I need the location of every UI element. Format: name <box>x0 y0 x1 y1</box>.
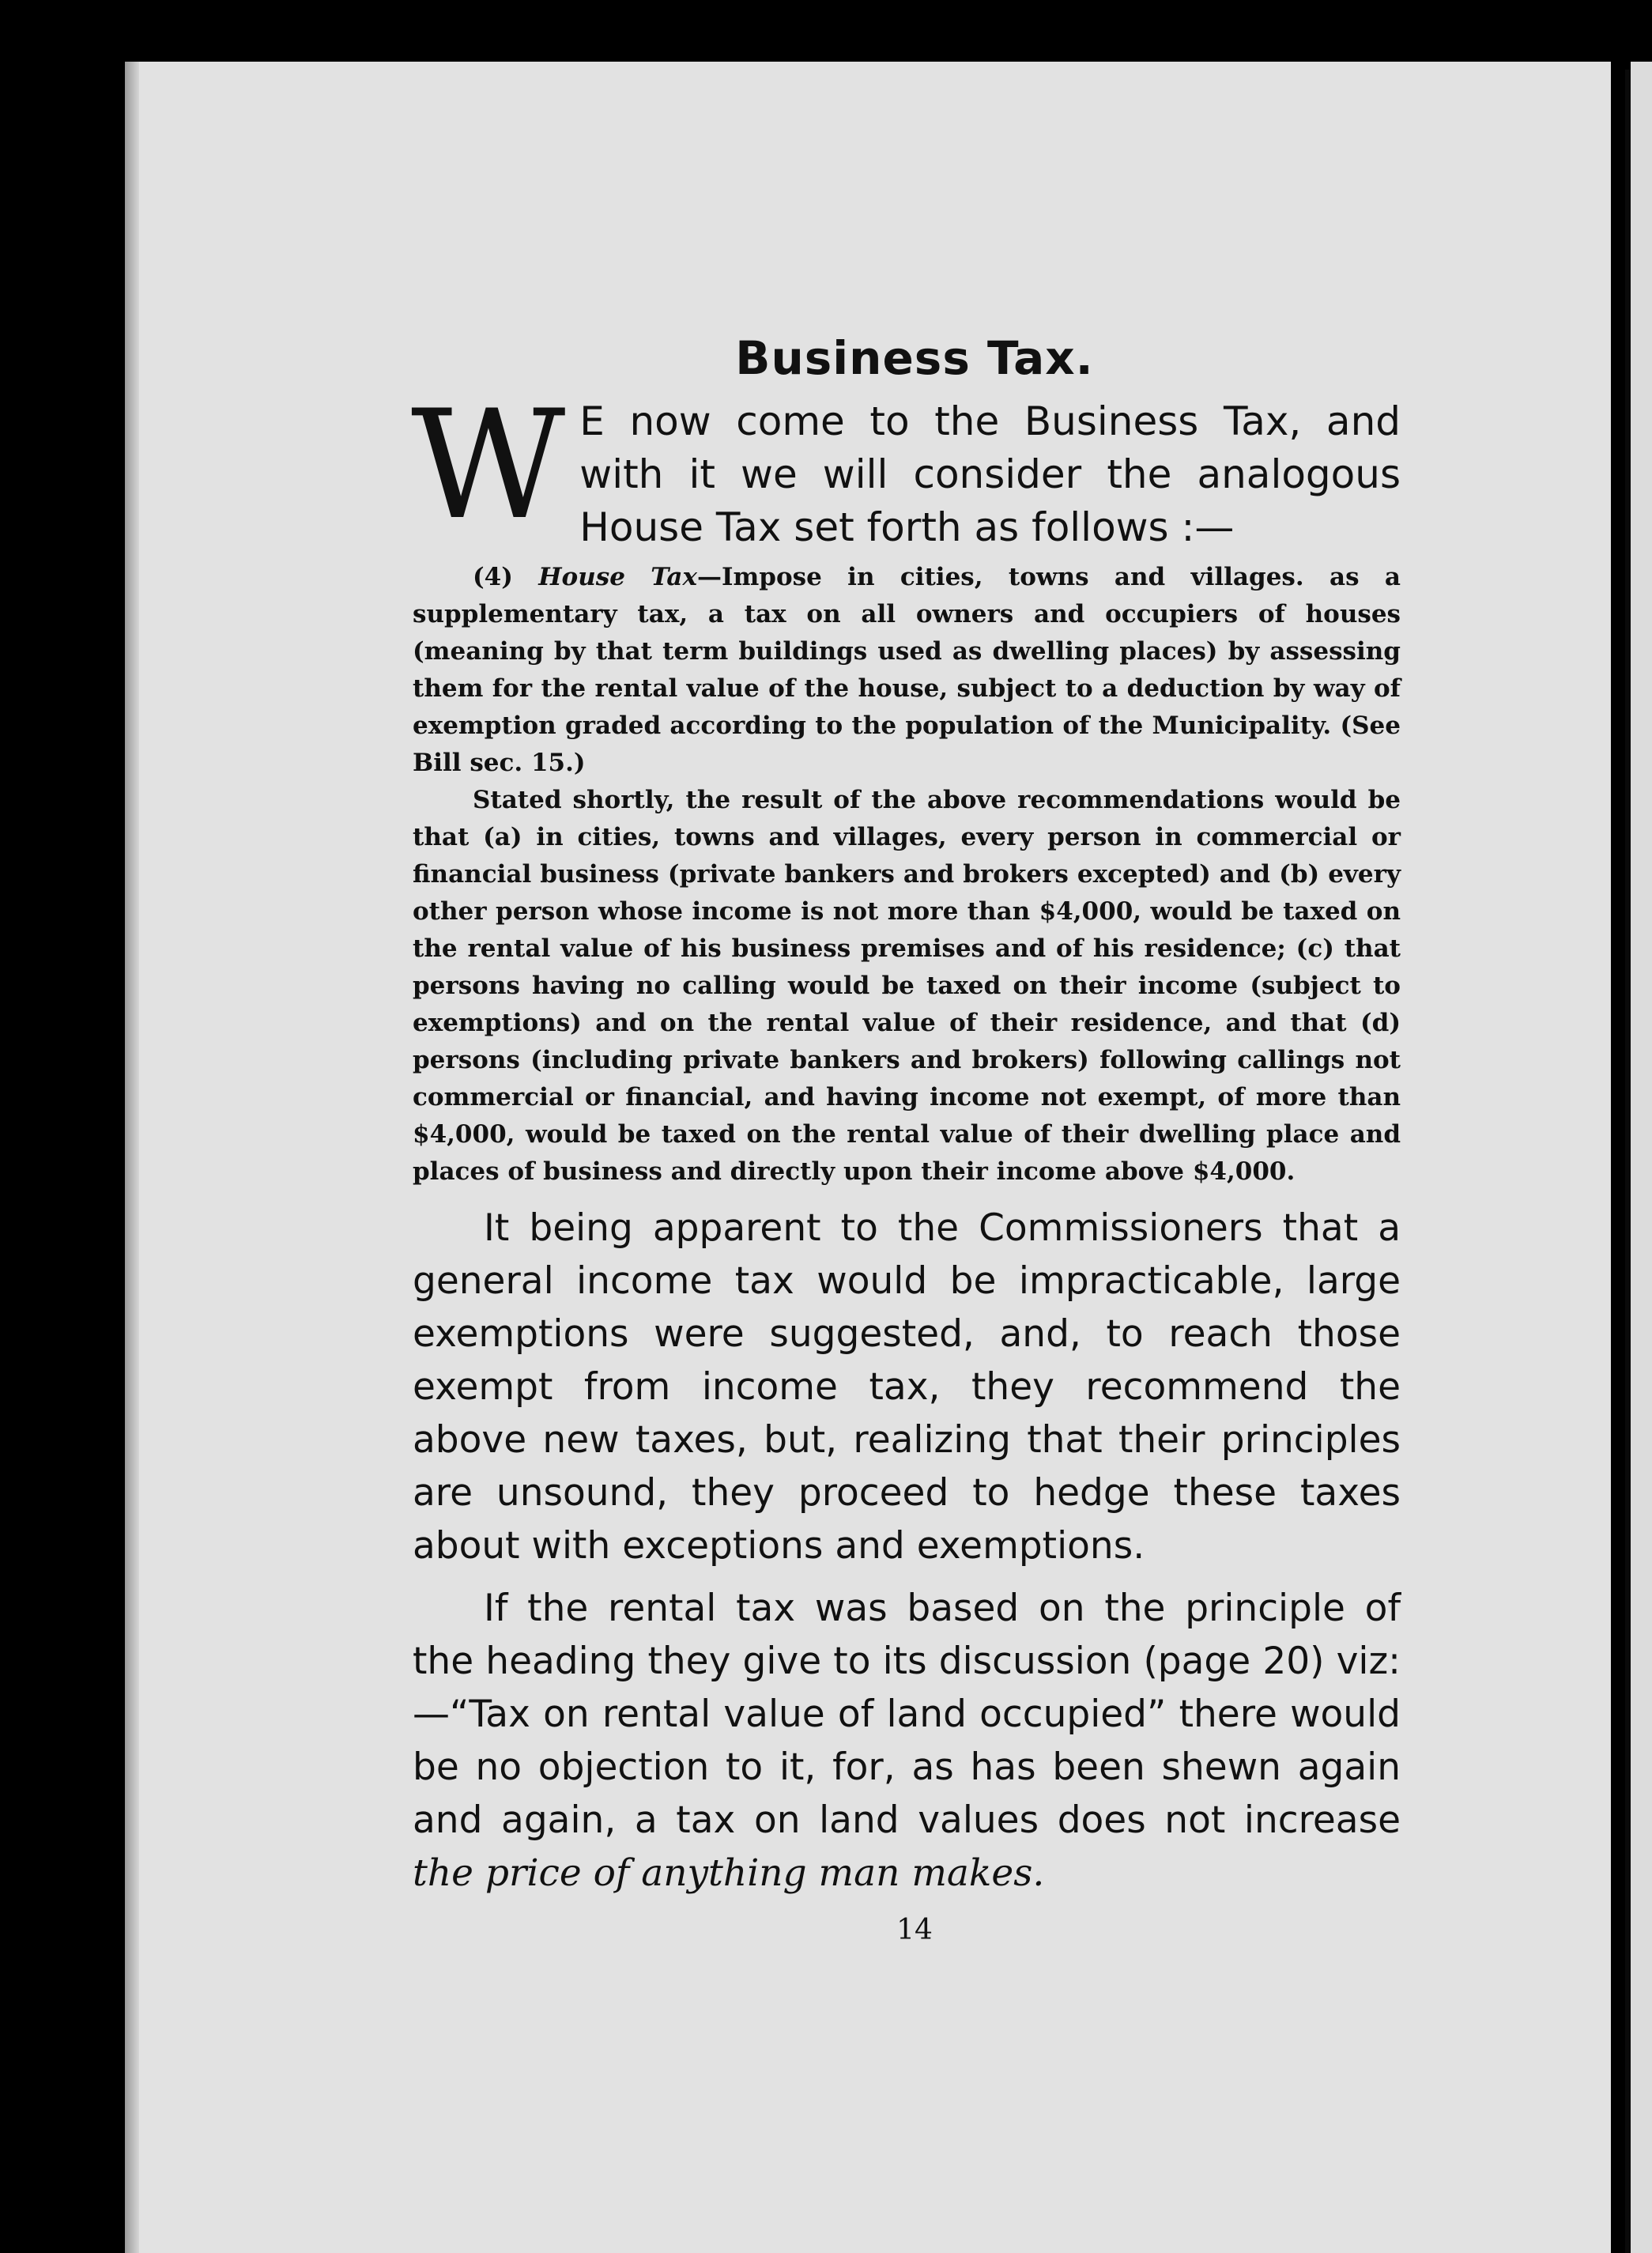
page-title: Business Tax. <box>735 331 1094 385</box>
house-tax-text: —Impose in cities, towns and villages. as a supplementary tax, a tax on all owners and occupiers of houses (meaning by that term buildings used as dwelling places) by assessing them for the rental value of the house, subject to a deduction by way of exemption graded according to the population of the Municipality. (See Bill sec. 15.) <box>413 563 1401 777</box>
page-number: 14 <box>896 1914 933 1946</box>
house-tax-label: House Tax <box>538 563 697 591</box>
page-content <box>413 326 1401 1946</box>
page-shadow-edge <box>125 62 139 2253</box>
lead-paragraph <box>411 378 1401 554</box>
facing-page-border <box>1625 70 1631 2253</box>
drop-cap: W <box>411 378 566 553</box>
quote-number: (4) <box>473 563 513 591</box>
paragraph-commissioners: It being apparent to the Commissioners that a general income tax would be impracticable, large exemptions were suggested, and, to reach those exempt from income tax, they recommend the above new taxes, but, realizing that their principles are unsound, they proceed to hedge these taxes about with exceptions and exemptions. <box>413 1206 1401 1568</box>
quote-summary: Stated shortly, the result of the above recommendations would be that (a) in cities, towns and villages, every person in commercial or financial business (private bankers and brokers excepted) and (b) every other person whose income is not more than $4,000, would be taxed on the rental value of his business premises and of his residence; (c) that persons having no calling would be taxed on their income (subject to exemptions) and on the rental value of their residence, and that (d) persons (including private bankers and brokers) following callings not commercial or financial, and having income not exempt, of more than $4,000, would be taxed on the rental value of their dwelling place and places of business and directly upon their income above $4,000. <box>413 786 1401 1186</box>
rental-tax-text: If the rental tax was based on the principle of the heading they give to its discussion (page 20) viz:—“Tax on rental value of land occupied” there would be no objection to it, for, as has been shewn again and again, a tax on land values does not increase <box>413 1587 1401 1842</box>
paragraph-rental-tax <box>413 1582 1401 1900</box>
facing-page-strip <box>1631 62 1652 2253</box>
quote-house-tax <box>413 559 1401 782</box>
lead-text: E now come to the Business Tax, and with it we will consider the analogous House Tax set forth as follows :— <box>579 398 1401 550</box>
rental-tax-italic: the price of anything man makes. <box>413 1851 1045 1895</box>
